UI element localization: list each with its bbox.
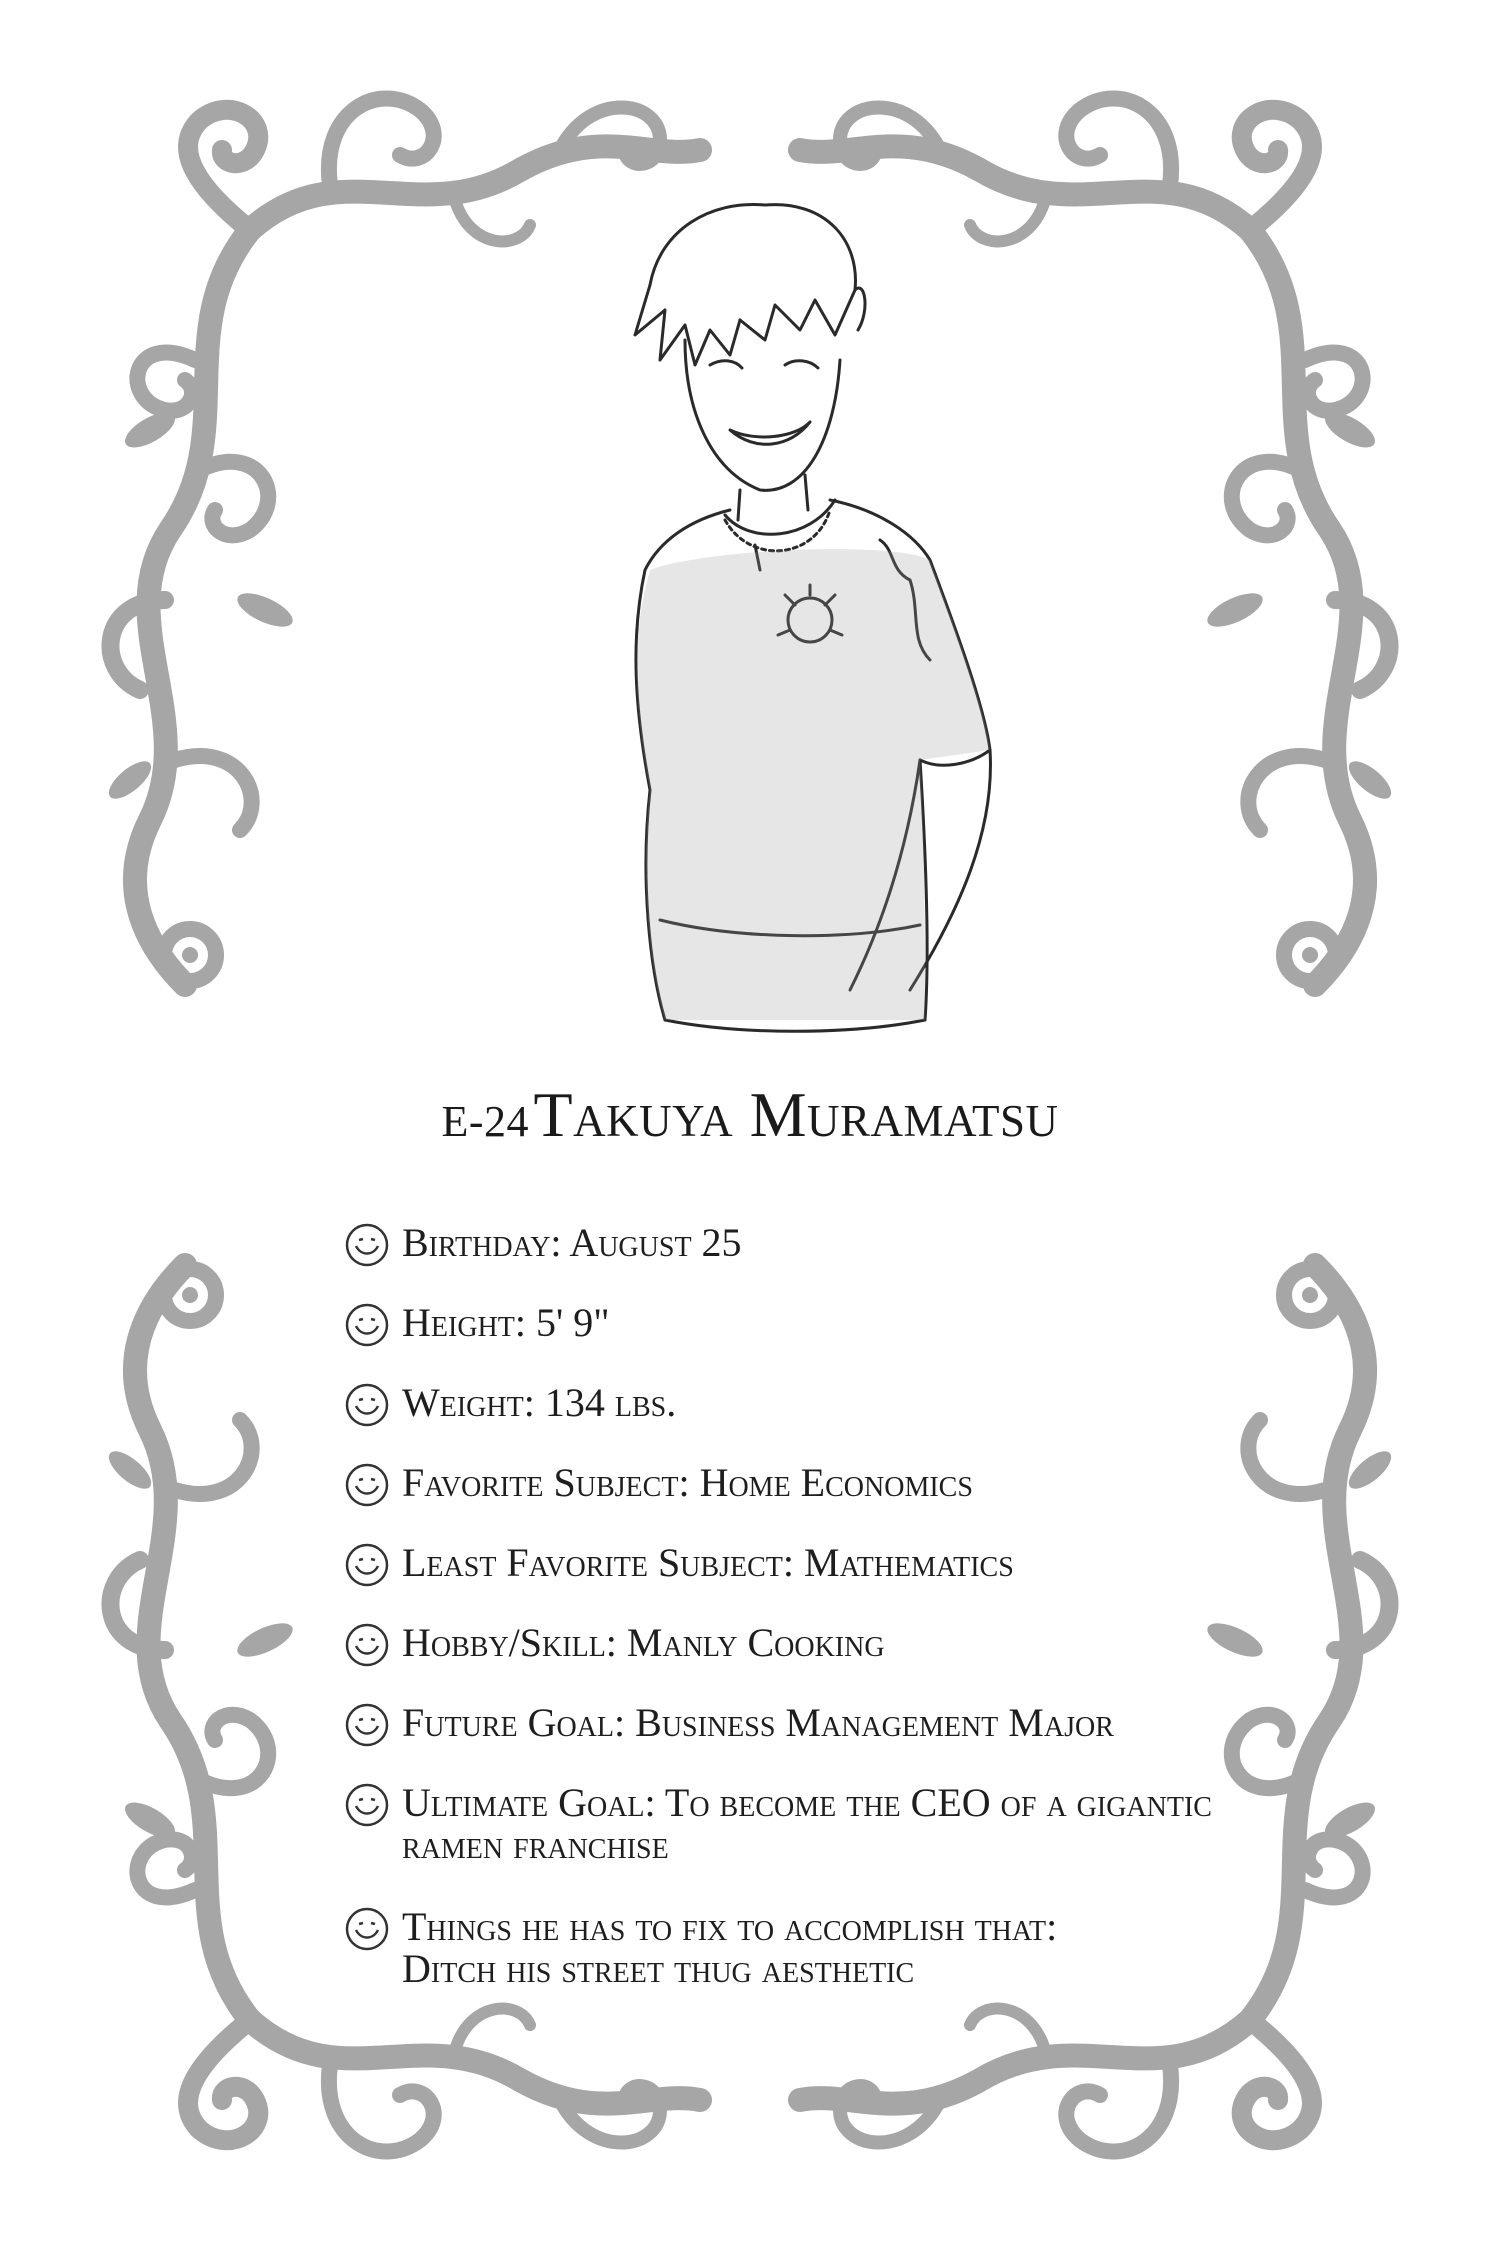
fact-value: Ditch his street thug aesthetic — [402, 1946, 915, 1991]
fact-hobby-skill: Hobby/Skill: Manly Cooking — [344, 1622, 1274, 1668]
smiley-face-icon — [344, 1542, 390, 1588]
smiley-face-icon — [344, 1702, 390, 1748]
fact-label: Future Goal — [402, 1700, 615, 1745]
character-portrait — [590, 190, 1050, 1035]
smiley-face-icon — [344, 1906, 390, 1952]
fact-label: Least Favorite Subject — [402, 1540, 783, 1585]
profile-facts — [344, 1222, 1274, 2030]
fact-value: To become the CEO of a gigantic ramen franchise — [402, 1780, 1212, 1867]
smiley-face-icon — [344, 1462, 390, 1508]
fact-value: Manly Cooking — [626, 1620, 885, 1665]
smiley-face-icon — [344, 1382, 390, 1428]
smiley-face-icon — [344, 1222, 390, 1268]
fact-label: Height — [402, 1300, 515, 1345]
fact-label: Favorite Subject — [402, 1460, 679, 1505]
fact-value: August 25 — [569, 1220, 742, 1265]
fact-value: 134 lbs. — [544, 1380, 677, 1425]
fact-birthday: Birthday: August 25 — [344, 1222, 1274, 1268]
fact-value: Business Management Major — [635, 1700, 1114, 1745]
character-title — [0, 1078, 1500, 1152]
smiley-face-icon — [344, 1782, 390, 1828]
fact-value: 5' 9" — [535, 1300, 610, 1345]
fact-future-goal: Future Goal: Business Management Major — [344, 1702, 1274, 1748]
fact-label: Birthday — [402, 1220, 551, 1265]
character-name: Takuya Muramatsu — [533, 1079, 1059, 1150]
fact-height: Height: 5' 9" — [344, 1302, 1274, 1348]
fact-things-to-fix: Things he has to fix to accomplish that: Ditch his street thug aesthetic — [344, 1906, 1274, 1990]
fact-least-favorite-subject: Least Favorite Subject: Mathematics — [344, 1542, 1274, 1588]
smiley-face-icon — [344, 1622, 390, 1668]
fact-ultimate-goal: Ultimate Goal: To become the CEO of a gigantic ramen franchise — [344, 1782, 1274, 1866]
fact-favorite-subject: Favorite Subject: Home Economics — [344, 1462, 1274, 1508]
fact-weight: Weight: 134 lbs. — [344, 1382, 1274, 1428]
fact-label: Things he has to fix to accomplish that — [402, 1904, 1047, 1949]
fact-label: Hobby/Skill — [402, 1620, 606, 1665]
fact-value: Mathematics — [804, 1540, 1014, 1585]
fact-label: Ultimate Goal — [402, 1780, 645, 1825]
seat-code: E-24 — [441, 1097, 529, 1146]
fact-label: Weight — [402, 1380, 524, 1425]
fact-value: Home Economics — [699, 1460, 973, 1505]
smiley-face-icon — [344, 1302, 390, 1348]
